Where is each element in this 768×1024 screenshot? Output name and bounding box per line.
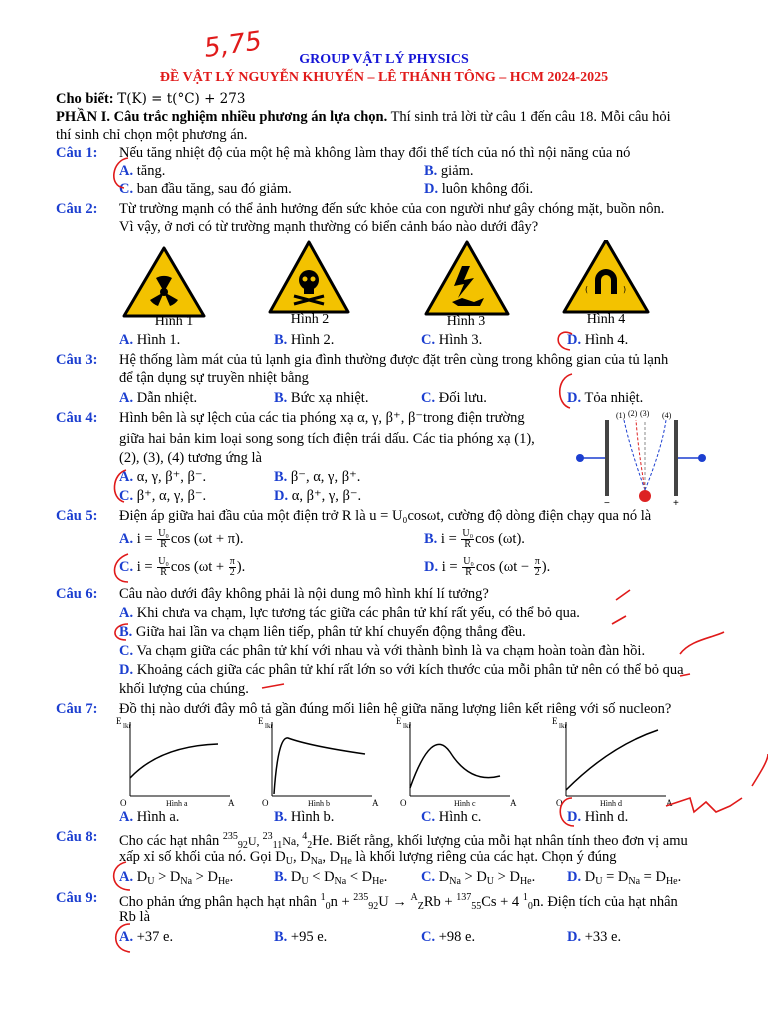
q6-b-text: Giữa hai lần va chạm liên tiếp, phân tử khí chuyển động thẳng đều.: [135, 624, 526, 640]
q3-d-text: Tỏa nhiệt.: [584, 390, 644, 406]
fraction-den: R: [160, 567, 167, 579]
q4-b-text: β⁻, α, γ, β⁺.: [290, 469, 361, 485]
q7-number: Câu 7:: [56, 701, 98, 717]
q5-d-pre: i =: [441, 559, 462, 575]
q5-number: Câu 5:: [56, 508, 98, 524]
scribble-mark-2: [752, 754, 768, 786]
q9-option-d[interactable]: [567, 928, 621, 946]
q9-post: n. Điện tích của hạt nhân: [532, 894, 678, 910]
label-a: A.: [119, 929, 134, 945]
q6-option-c[interactable]: [119, 642, 645, 660]
q3-c-text: Đối lưu.: [438, 390, 487, 406]
part1-title: PHẦN I. Câu trắc nghiệm nhiều phương án lựa chọn.: [56, 109, 388, 125]
graph-a-origin: O: [120, 798, 127, 808]
label-a: A.: [119, 469, 134, 485]
q9-line1: [119, 889, 678, 916]
label-d: D.: [424, 559, 439, 575]
label-c: C.: [421, 929, 436, 945]
graph-c-caption: Hình c: [454, 799, 476, 808]
graph-a: [116, 716, 235, 808]
tick-mark-q6a: [616, 590, 630, 600]
q4-option-a[interactable]: [119, 468, 206, 486]
q8-line2: xấp xỉ số khối của nó. Gọi $D_U$, $D_{Na}$, $D_{He}$ là khối lượng riêng của các hạt. Chọn ý đúng: [119, 849, 617, 867]
q9-b-text: +95 e.: [290, 929, 328, 945]
label-b: B.: [424, 163, 438, 179]
deflection-figure: [570, 408, 720, 508]
fraction-num: U₀: [158, 528, 169, 540]
q8-option-b[interactable]: B. $D_U < D_{Na} < D_{He}$.: [274, 869, 388, 887]
fraction-den: R: [160, 539, 167, 551]
handwritten-score: 5,75: [202, 26, 264, 64]
q9-pre: Cho phản ứng phân hạch hạt nhân: [119, 894, 321, 910]
q8-line2-text: xấp xỉ số khối của nó. Gọi D: [119, 849, 286, 865]
label-c: C.: [119, 488, 134, 504]
part1-line1: [56, 108, 671, 126]
q4-option-b[interactable]: [274, 468, 360, 486]
fig4-caption: Hình 4: [586, 312, 626, 327]
label-d: D.: [567, 929, 582, 945]
fission-equation: $^1_0$n + $^{235}_{92}$U → $^A_Z$Rb + $^{137}_{55}$Cs + 4 $^1_0$: [320, 892, 533, 912]
fraction-num: U₀: [463, 556, 474, 568]
q9-c-text: +98 e.: [438, 929, 476, 945]
graph-b-caption: Hình b: [308, 799, 330, 808]
radiation-sign-icon: [124, 248, 204, 316]
q2-line1: Từ trường mạnh có thể ảnh hưởng đến sức khỏe của con người như gây chóng mặt, buồn nôn.: [119, 201, 665, 217]
fig3-caption: Hình 3: [446, 314, 486, 329]
graph-d-ylabel: E: [552, 716, 558, 726]
q8-line1-pre: Cho các hạt nhân: [119, 833, 223, 849]
q2-b-text: Hình 2.: [290, 332, 335, 348]
label-b: B.: [274, 929, 288, 945]
label-b: B.: [274, 469, 288, 485]
fraction-num: π: [534, 556, 540, 568]
q8-option-d[interactable]: D. $D_U = D_{Na} = D_{He}$.: [567, 869, 682, 887]
q2-number: Câu 2:: [56, 201, 98, 217]
fraction: [461, 529, 474, 550]
given-label: Cho biết:: [56, 91, 114, 107]
tick-mark-q6b: [612, 616, 626, 624]
q2-c-text: Hình 3.: [438, 332, 483, 348]
q7-option-b[interactable]: [274, 808, 334, 826]
q1-option-b[interactable]: [424, 162, 474, 180]
q5-d-fn: cos (ωt −: [475, 559, 533, 575]
graph-c-origin: O: [400, 798, 407, 808]
graph-c-ylabel: E: [396, 716, 402, 726]
graph-d: [552, 716, 673, 808]
ray-label-3: (3): [640, 409, 650, 418]
q9-a-text: +37 e.: [136, 929, 174, 945]
binding-energy-graphs: [110, 716, 730, 812]
part1-line2: thí sinh chỉ chọn một phương án.: [56, 127, 248, 143]
q7-b-text: Hình b.: [290, 809, 335, 825]
q3-line1: Hệ thống làm mát của tủ lạnh gia đình thường được đặt trên cùng trong không gian của tủ lạnh: [119, 352, 669, 368]
q8-line1-post: He. Biết rằng, khối lượng của mỗi hạt nhân tính theo đơn vị amu: [312, 833, 688, 849]
q5-d-close: ).: [541, 559, 551, 575]
q5-a-fn: cos (ωt + π).: [170, 531, 244, 547]
fraction: [157, 557, 170, 578]
q4-line1: Hình bên là sự lệch của các tia phóng xạ α, γ, β⁺, β⁻trong điện trường: [119, 410, 525, 426]
graph-b: [258, 716, 379, 808]
q4-line2: giữa hai bản kim loại song song tích điện trái dấu. Các tia phóng xạ (1),: [119, 431, 535, 447]
graph-a-xlabel: A: [228, 798, 235, 808]
graph-a-ysub: lkr: [123, 722, 131, 730]
graph-b-ysub: lkr: [265, 722, 273, 730]
label-c: C.: [421, 809, 436, 825]
q5-option-b[interactable]: [424, 527, 525, 551]
graph-d-caption: Hình d: [600, 799, 622, 808]
fraction: [157, 529, 170, 550]
q1-d-text: luôn không đổi.: [441, 181, 534, 197]
q3-option-c[interactable]: [421, 389, 487, 407]
label-a: A.: [119, 809, 134, 825]
q2-line2: Vì vậy, ở nơi có từ trường mạnh thường có biển cảnh báo nào dưới đây?: [119, 219, 539, 235]
graph-b-origin: O: [262, 798, 269, 808]
label-c: C.: [119, 559, 134, 575]
label-b: B.: [274, 332, 288, 348]
q9-option-a[interactable]: [119, 928, 173, 946]
label-b: B.: [119, 624, 133, 640]
given-formula: T(K) = t(°C) + 273: [117, 91, 246, 107]
magnet-sign-icon: [564, 240, 648, 312]
q2-option-c[interactable]: [421, 331, 482, 349]
label-c: C.: [119, 643, 134, 659]
q3-b-text: Bức xạ nhiệt.: [290, 390, 369, 406]
q5-b-fn: cos (ωt).: [475, 531, 525, 547]
q9-option-c[interactable]: [421, 928, 475, 946]
q6-option-b[interactable]: [119, 623, 526, 641]
label-c: C.: [421, 332, 436, 348]
header-title: ĐỀ VẬT LÝ NGUYỄN KHUYẾN – LÊ THÁNH TÔNG – HCM 2024-2025: [159, 70, 609, 85]
q3-number: Câu 3:: [56, 352, 98, 368]
label-a: A.: [119, 869, 134, 885]
q8-number: Câu 8:: [56, 829, 98, 845]
q7-d-text: Hình d.: [584, 809, 629, 825]
fraction-den: R: [465, 567, 472, 579]
q6-d-text: Khoảng cách giữa các phân tử khí rất lớn so với kích thước của mỗi phân tử nên có thể bỏ qua: [136, 662, 684, 678]
fraction-num: π: [229, 556, 235, 568]
fraction-den: R: [464, 539, 472, 551]
q3-option-d[interactable]: [567, 389, 643, 407]
q8-option-a[interactable]: A. $D_U > D_{Na} > D_{He}$.: [119, 869, 234, 887]
q9-option-b[interactable]: [274, 928, 327, 946]
q5-b-pre: i =: [440, 531, 461, 547]
q2-d-text: Hình 4.: [584, 332, 629, 348]
q1-number: Câu 1:: [56, 145, 98, 161]
q4-option-d[interactable]: [274, 487, 361, 505]
label-d: D.: [567, 390, 582, 406]
q7-option-c[interactable]: [421, 808, 481, 826]
label-c: C.: [421, 390, 436, 406]
plus-sign: +: [673, 498, 679, 508]
given-line: [56, 90, 245, 108]
ray-label-4: (4): [662, 411, 672, 420]
q2-option-d[interactable]: [567, 331, 628, 349]
fraction: [229, 557, 236, 578]
fraction: [462, 557, 475, 578]
minus-sign: −: [604, 498, 610, 508]
label-d: D.: [567, 809, 582, 825]
ray-label-1: (1): [616, 411, 626, 420]
label-b: B.: [274, 390, 288, 406]
q1-text: Nếu tăng nhiệt độ của một hệ mà không làm thay đổi thể tích của nó thì nội năng của nó: [119, 145, 631, 161]
q4-d-text: α, β⁺, γ, β⁻.: [291, 488, 362, 504]
label-a: A.: [119, 163, 134, 179]
toxic-sign-icon: [270, 242, 348, 312]
q1-c-text: ban đầu tăng, sau đó giảm.: [136, 181, 292, 197]
q1-option-c[interactable]: [119, 180, 292, 198]
svg-text:(: (: [585, 285, 589, 294]
fig2-caption: Hình 2: [290, 312, 330, 327]
tick-mark-q6c: [680, 632, 724, 654]
q5-c-pre: i =: [136, 559, 157, 575]
q9-line2: Rb là: [119, 909, 151, 925]
label-c: C.: [119, 181, 134, 197]
nuclide-u235: $^{235}_{92}$U, $^{23}_{11}$Na, $^4_2$: [222, 831, 313, 851]
graph-b-ylabel: E: [258, 716, 264, 726]
fraction-den: 2: [229, 567, 235, 579]
q6-option-d-line2: khối lượng của chúng.: [119, 681, 249, 697]
graph-a-ylabel: E: [116, 716, 122, 726]
q1-b-text: giảm.: [440, 163, 474, 179]
graph-d-origin: O: [556, 798, 563, 808]
q2-option-b[interactable]: [274, 331, 334, 349]
graph-d-ysub: lkr: [559, 722, 567, 730]
label-b: B.: [274, 869, 288, 885]
q5-option-a[interactable]: [119, 527, 243, 551]
q5-option-c[interactable]: [119, 555, 245, 579]
label-d: D.: [567, 869, 582, 885]
label-a: A.: [119, 332, 134, 348]
q1-option-d[interactable]: [424, 180, 533, 198]
q4-number: Câu 4:: [56, 410, 98, 426]
q4-c-text: β⁺, α, γ, β⁻.: [136, 488, 207, 504]
graph-b-xlabel: A: [372, 798, 379, 808]
q6-option-d[interactable]: [119, 661, 684, 679]
q7-c-text: Hình c.: [438, 809, 482, 825]
q6-number: Câu 6:: [56, 586, 98, 602]
fraction-num: U₀: [462, 528, 474, 540]
q3-a-text: Dẫn nhiệt.: [136, 390, 198, 406]
q5-option-d[interactable]: [424, 555, 550, 579]
graph-c-xlabel: A: [510, 798, 517, 808]
q3-option-b[interactable]: [274, 389, 368, 407]
part1-instructions: Thí sinh trả lời từ câu 1 đến câu 18. Mỗi câu hỏi: [387, 109, 671, 125]
tick-mark-q6d: [262, 684, 284, 688]
q7-text: Đồ thị nào dưới đây mô tả gần đúng mối liên hệ giữa năng lượng liên kết riêng với số nucleon?: [119, 701, 672, 717]
q7-a-text: Hình a.: [136, 809, 180, 825]
q9-number: Câu 9:: [56, 890, 98, 906]
q3-line2: để tận dụng sự truyền nhiệt bằng: [119, 370, 309, 386]
graph-c-ysub: lkr: [403, 722, 411, 730]
electric-shock-sign-icon: [426, 242, 508, 314]
q4-a-text: α, γ, β⁺, β⁻.: [136, 469, 207, 485]
q2-option-a[interactable]: [119, 331, 180, 349]
fraction-den: 2: [534, 567, 540, 579]
q6-option-a[interactable]: [119, 604, 580, 622]
q6-a-text: Khi chưa va chạm, lực tương tác giữa các phân tử khí rất yếu, có thể bỏ qua.: [136, 605, 580, 621]
q2-a-text: Hình 1.: [136, 332, 181, 348]
fraction-num: U₀: [158, 556, 169, 568]
q6-c-text: Va chạm giữa các phân tử khí với nhau và với thành bình là va chạm hoàn toàn đàn hồi.: [136, 643, 646, 659]
label-a: A.: [119, 531, 134, 547]
q9-d-text: +33 e.: [584, 929, 622, 945]
q6-text: Câu nào dưới đây không phải là nội dung mô hình khí lí tưởng?: [119, 586, 489, 602]
q1-a-text: tăng.: [136, 163, 166, 179]
q5-a-pre: i =: [136, 531, 157, 547]
label-a: A.: [119, 605, 134, 621]
q1-option-a[interactable]: [119, 162, 165, 180]
ray-label-2: (2): [628, 409, 638, 418]
label-b: B.: [274, 809, 288, 825]
label-c: C.: [421, 869, 436, 885]
label-d: D.: [274, 488, 289, 504]
fig1-caption: Hình 1: [154, 314, 194, 329]
q4-line3: (2), (3), (4) tương ứng là: [119, 450, 262, 466]
label-d: D.: [119, 662, 134, 678]
q3-option-a[interactable]: [119, 389, 197, 407]
fraction: [534, 557, 541, 578]
q5-text: Điện áp giữa hai đầu của một điện trở R là u = U₀cosωt, cường độ dòng điện chạy qua nó là: [119, 508, 652, 524]
q5-c-close: ).: [236, 559, 246, 575]
graph-c: [396, 716, 517, 808]
graph-a-caption: Hình a: [166, 799, 188, 808]
label-d: D.: [424, 181, 439, 197]
label-a: A.: [119, 390, 134, 406]
graph-d-xlabel: A: [666, 798, 673, 808]
q8-option-c[interactable]: C. $D_{Na} > D_U > D_{He}$.: [421, 869, 536, 887]
label-d: D.: [567, 332, 582, 348]
svg-text:): ): [623, 285, 627, 294]
q5-c-fn: cos (ωt +: [170, 559, 228, 575]
q7-option-d[interactable]: [567, 808, 628, 826]
q7-option-a[interactable]: [119, 808, 179, 826]
q4-option-c[interactable]: [119, 487, 206, 505]
label-b: B.: [424, 531, 438, 547]
header-group: GROUP VẬT LÝ PHYSICS: [299, 52, 469, 67]
